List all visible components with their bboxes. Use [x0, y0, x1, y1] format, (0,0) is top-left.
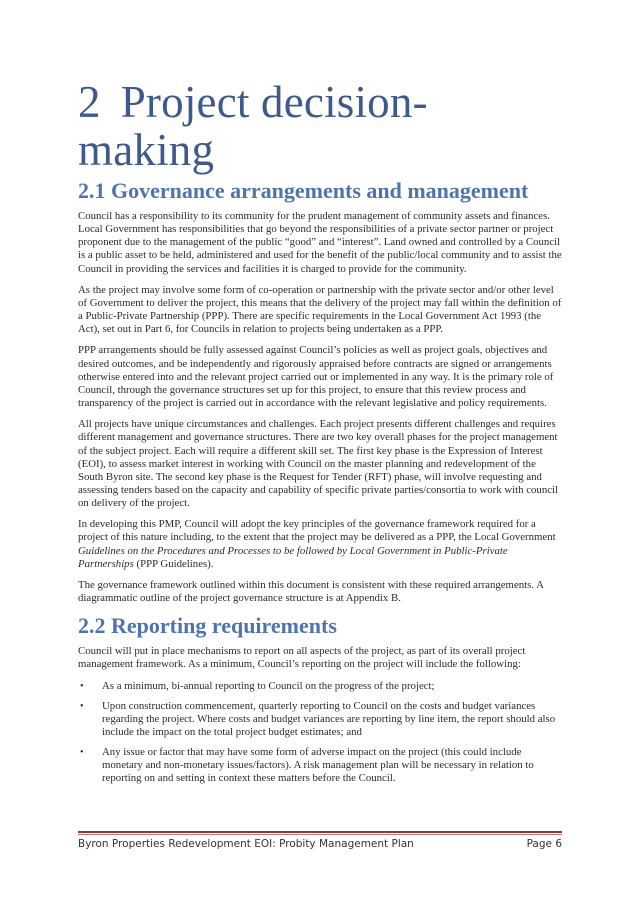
paragraph: Council will put in place mechanisms to report on all aspects of the project, as part of its overall project management framework. As a minimum, Council’s reporting on the project will include the following:: [78, 645, 526, 671]
list-item: [78, 680, 562, 693]
paragraph: The governance framework outlined within this document is consistent with these required arrangements. A diagrammatic outline of the project governance structure is at Appendix B.: [78, 578, 544, 605]
chapter-heading: [78, 78, 562, 174]
bullet-icon: •: [80, 700, 84, 712]
page-footer: [78, 838, 562, 850]
paragraph-ppp-guidelines: [78, 518, 562, 571]
paragraph: PPP arrangements should be fully assessed against Council’s policies as well as project goals, objectives and desired outcomes, and be independently and rigorously appraised before contracts are signed or arrangements otherwise entered into and the relevant project carried out or implemented in any way. It is the primary role of Council, through the governance structures set up for this project, to ensure that this review process and transparency of the project is carried out in accordance with the relevant legislative and policy requirements.: [78, 344, 554, 410]
footer-rule: [78, 831, 562, 833]
paragraph: Council has a responsibility to its community for the prudent management of community assets and finances. Local Government has responsibilities that go beyond the responsibilities of a private sector partner or project proponent due to the management of the public “good” and “interest”. Land owned and controlled by a Council is a public asset to be held, administered and used for the benefit of the public/local community and to assist the Council in providing the services and facilities it is charged to provide for the community.: [78, 210, 562, 275]
paragraph: All projects have unique circumstances and challenges. Each project presents different challenges and requires different management and governance structures. There are two key overall phases for the project management of the subject project. Each will require a different skill set. The first key phase is the Expression of Interest (EOI), to assess market interest in working with Council on the master planning and redevelopment of the South Byron site. The second key phase is the Request for Tender (RFT) phase, will involve requesting and assessing tenders based on the capacity and capability of specific private parties/consortia to work with council on delivery of the project.: [78, 418, 559, 510]
chapter-title: Project decision-making: [78, 77, 428, 175]
bullet-icon: •: [80, 747, 84, 759]
chapter-number: 2: [78, 77, 101, 127]
page-content: [78, 78, 562, 793]
list-item-text: Any issue or factor that may have some form of adverse impact on the project (this could include monetary and non-monetary issues/factors). A risk management plan will be necessary in relation to reporting on and setting in context these matters before the Council.: [102, 746, 534, 785]
footer-rule-thin: [78, 834, 562, 835]
paragraph-text: In developing this PMP, Council will adopt the key principles of the governance framework required for a project of this nature including, to the extent that the project may be delivered as a PPP, the Local Government: [78, 518, 556, 544]
bullet-icon: •: [80, 680, 84, 692]
list-item: [78, 700, 562, 739]
list-item-text: As a minimum, bi-annual reporting to Council on the progress of the project;: [102, 679, 435, 692]
section-heading-reporting: 2.2 Reporting requirements: [78, 613, 337, 639]
paragraph: As the project may involve some form of co-operation or partnership with the private sector and/or other level of Government to deliver the project, this means that the delivery of the project may fall within the definition of a Public-Private Partnership (PPP). There are specific requirements in the Local Government Act 1993 (the Act), set out in Part 6, for Councils in relation to projects being undertaken as a PPP.: [78, 283, 562, 336]
footer-document-title: Byron Properties Redevelopment EOI: Probity Management Plan: [78, 838, 414, 850]
reporting-list: [78, 680, 562, 786]
list-item-text: Upon construction commencement, quarterly reporting to Council on the costs and budget variances regarding the project. Where costs and budget variances are reporting by line item, the report should also include the impact on the total project budget estimates; and: [102, 699, 556, 738]
paragraph-text: (PPP Guidelines).: [133, 557, 214, 570]
page-number: Page 6: [526, 838, 562, 850]
guidelines-title: Guidelines on the Procedures and Processes to be followed by Local Government in Public-Private Partnerships: [78, 544, 508, 570]
list-item: [78, 746, 562, 785]
section-heading-governance: 2.1 Governance arrangements and management: [78, 178, 529, 203]
